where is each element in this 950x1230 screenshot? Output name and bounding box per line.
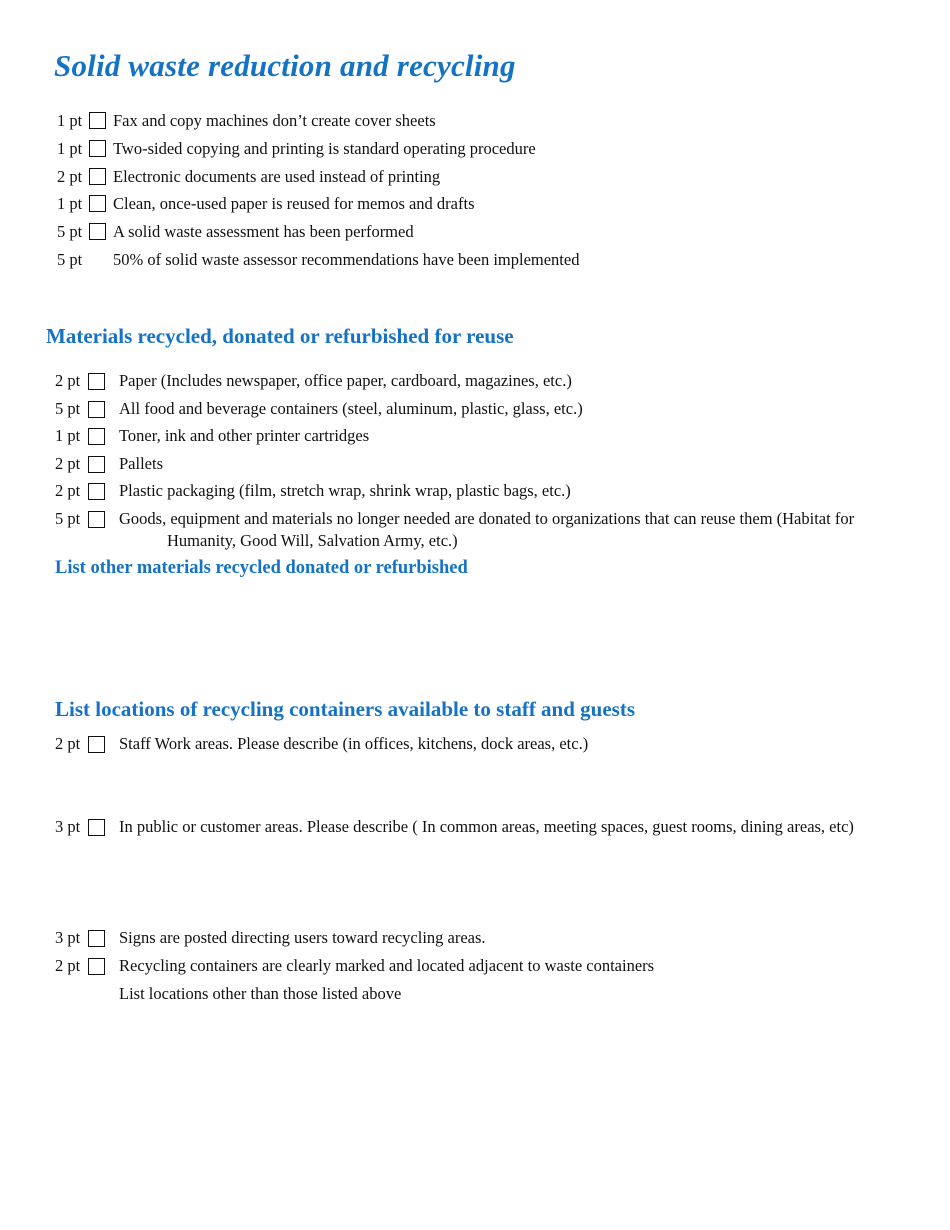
item-label: Goods, equipment and materials no longer needed are donated to organizations that can reuse them (Habitat for: [119, 509, 855, 528]
checkbox[interactable]: [88, 930, 105, 947]
item-label: Plastic packaging (film, stretch wrap, shrink wrap, plastic bags, etc.): [119, 481, 571, 500]
checkbox[interactable]: [88, 483, 105, 500]
points-label: 5 pt: [57, 222, 83, 241]
checkbox[interactable]: [89, 168, 106, 185]
item-label: Fax and copy machines don’t create cover sheets: [113, 111, 436, 130]
points-label: 5 pt: [55, 509, 81, 528]
checkbox[interactable]: [89, 140, 106, 157]
points-label: 1 pt: [55, 426, 81, 445]
item-label: Staff Work areas. Please describe (in offices, kitchens, dock areas, etc.): [119, 734, 589, 753]
points-label: 1 pt: [57, 111, 83, 130]
list-other-materials-heading: List other materials recycled donated or refurbished: [55, 558, 468, 578]
checkbox[interactable]: [89, 195, 106, 212]
item-label: Electronic documents are used instead of printing: [113, 167, 441, 186]
checkbox[interactable]: [88, 456, 105, 473]
item-label: Clean, once-used paper is reused for memos and drafts: [113, 194, 475, 213]
checkbox[interactable]: [88, 428, 105, 445]
points-label: 3 pt: [55, 817, 81, 836]
checkbox[interactable]: [88, 958, 105, 975]
item-label: Signs are posted directing users toward recycling areas.: [119, 928, 486, 947]
other-locations-label: List locations other than those listed above: [119, 984, 402, 1003]
item-label-continuation: Humanity, Good Will, Salvation Army, etc.): [167, 531, 458, 550]
points-label: 2 pt: [55, 956, 81, 975]
checkbox[interactable]: [89, 223, 106, 240]
page-title: Solid waste reduction and recycling: [54, 48, 516, 83]
locations-heading: List locations of recycling containers available to staff and guests: [55, 697, 636, 721]
checkbox[interactable]: [88, 373, 105, 390]
checkbox[interactable]: [88, 736, 105, 753]
materials-heading: Materials recycled, donated or refurbished for reuse: [46, 324, 514, 348]
points-label: 2 pt: [55, 481, 81, 500]
item-label: Pallets: [119, 454, 163, 473]
checkbox[interactable]: [89, 112, 106, 129]
points-label: 2 pt: [55, 734, 81, 753]
item-label: 50% of solid waste assessor recommendations have been implemented: [113, 250, 580, 269]
points-label: 2 pt: [55, 371, 81, 390]
points-label: 2 pt: [55, 454, 81, 473]
item-label: Paper (Includes newspaper, office paper, cardboard, magazines, etc.): [119, 371, 572, 390]
item-label: Two-sided copying and printing is standard operating procedure: [113, 139, 536, 158]
item-label: Toner, ink and other printer cartridges: [119, 426, 370, 445]
item-label: Recycling containers are clearly marked and located adjacent to waste containers: [119, 956, 655, 975]
checkbox[interactable]: [88, 819, 105, 836]
points-label: 5 pt: [55, 399, 81, 418]
item-label: A solid waste assessment has been performed: [113, 222, 414, 241]
points-label: 1 pt: [57, 194, 83, 213]
points-label: 1 pt: [57, 139, 83, 158]
item-label: In public or customer areas. Please describe ( In common areas, meeting spaces, guest rooms, dining areas, etc): [119, 817, 854, 836]
checkbox[interactable]: [88, 511, 105, 528]
item-label: All food and beverage containers (steel, aluminum, plastic, glass, etc.): [119, 399, 583, 418]
material-item-row: [55, 508, 935, 554]
checkbox[interactable]: [88, 401, 105, 418]
points-label: 2 pt: [57, 167, 83, 186]
points-label: 5 pt: [57, 250, 83, 269]
points-label: 3 pt: [55, 928, 81, 947]
